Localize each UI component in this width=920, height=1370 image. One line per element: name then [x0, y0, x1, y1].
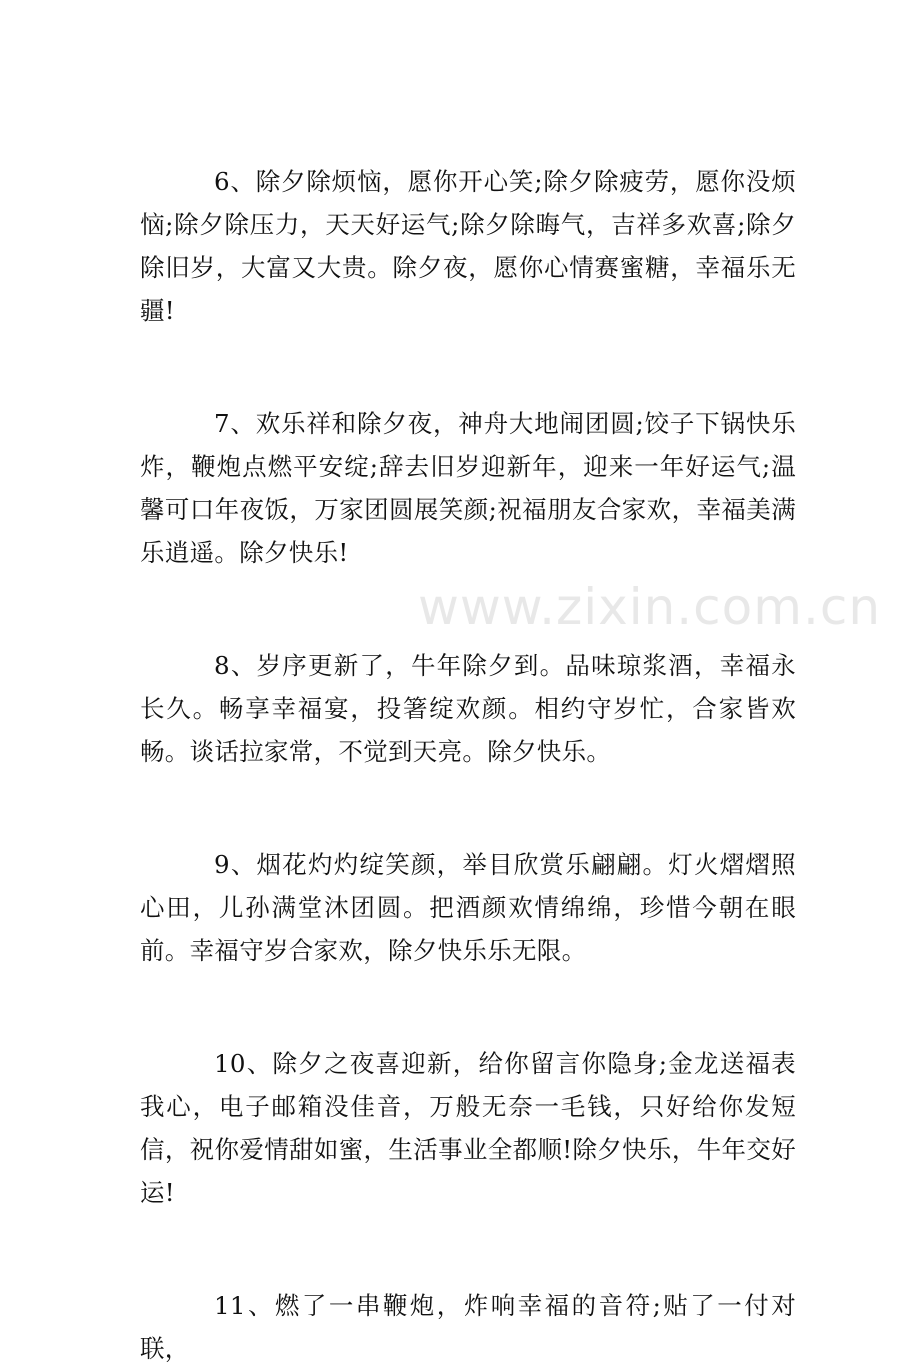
- paragraph-6: 6、除夕除烦恼，愿你开心笑;除夕除疲劳，愿你没烦恼;除夕除压力，天天好运气;除夕除晦气，吉祥多欢喜;除夕除旧岁，大富又大贵。除夕夜，愿你心情赛蜜糖，幸福乐无疆!: [140, 167, 796, 325]
- paragraph-8: 8、岁序更新了，牛年除夕到。品味琼浆酒，幸福永长久。畅享幸福宴，投箸绽欢颜。相约守岁忙，合家皆欢畅。谈话拉家常，不觉到天亮。除夕快乐。: [140, 651, 796, 766]
- paragraph-7: 7、欢乐祥和除夕夜，神舟大地闹团圆;饺子下锅快乐炸，鞭炮点燃平安绽;辞去旧岁迎新年，迎来一年好运气;温馨可口年夜饭，万家团圆展笑颜;祝福朋友合家欢，幸福美满乐逍遥。除夕快乐!: [140, 409, 796, 567]
- watermark-text: www.zixin.com.cn: [418, 578, 882, 636]
- paragraph-10: 10、除夕之夜喜迎新，给你留言你隐身;金龙送福表我心，电子邮箱没佳音，万般无奈一毛钱，只好给你发短信，祝你爱情甜如蜜，生活事业全都顺!除夕快乐，牛年交好运!: [140, 1049, 796, 1207]
- paragraph-11: 11、燃了一串鞭炮，炸响幸福的音符;贴了一付对联，: [140, 1291, 796, 1363]
- document-body: [140, 160, 796, 1370]
- paragraph-9: 9、烟花灼灼绽笑颜，举目欣赏乐翩翩。灯火熠熠照心田，儿孙满堂沐团圆。把酒颜欢情绵绵，珍惜今朝在眼前。幸福守岁合家欢，除夕快乐乐无限。: [140, 850, 796, 965]
